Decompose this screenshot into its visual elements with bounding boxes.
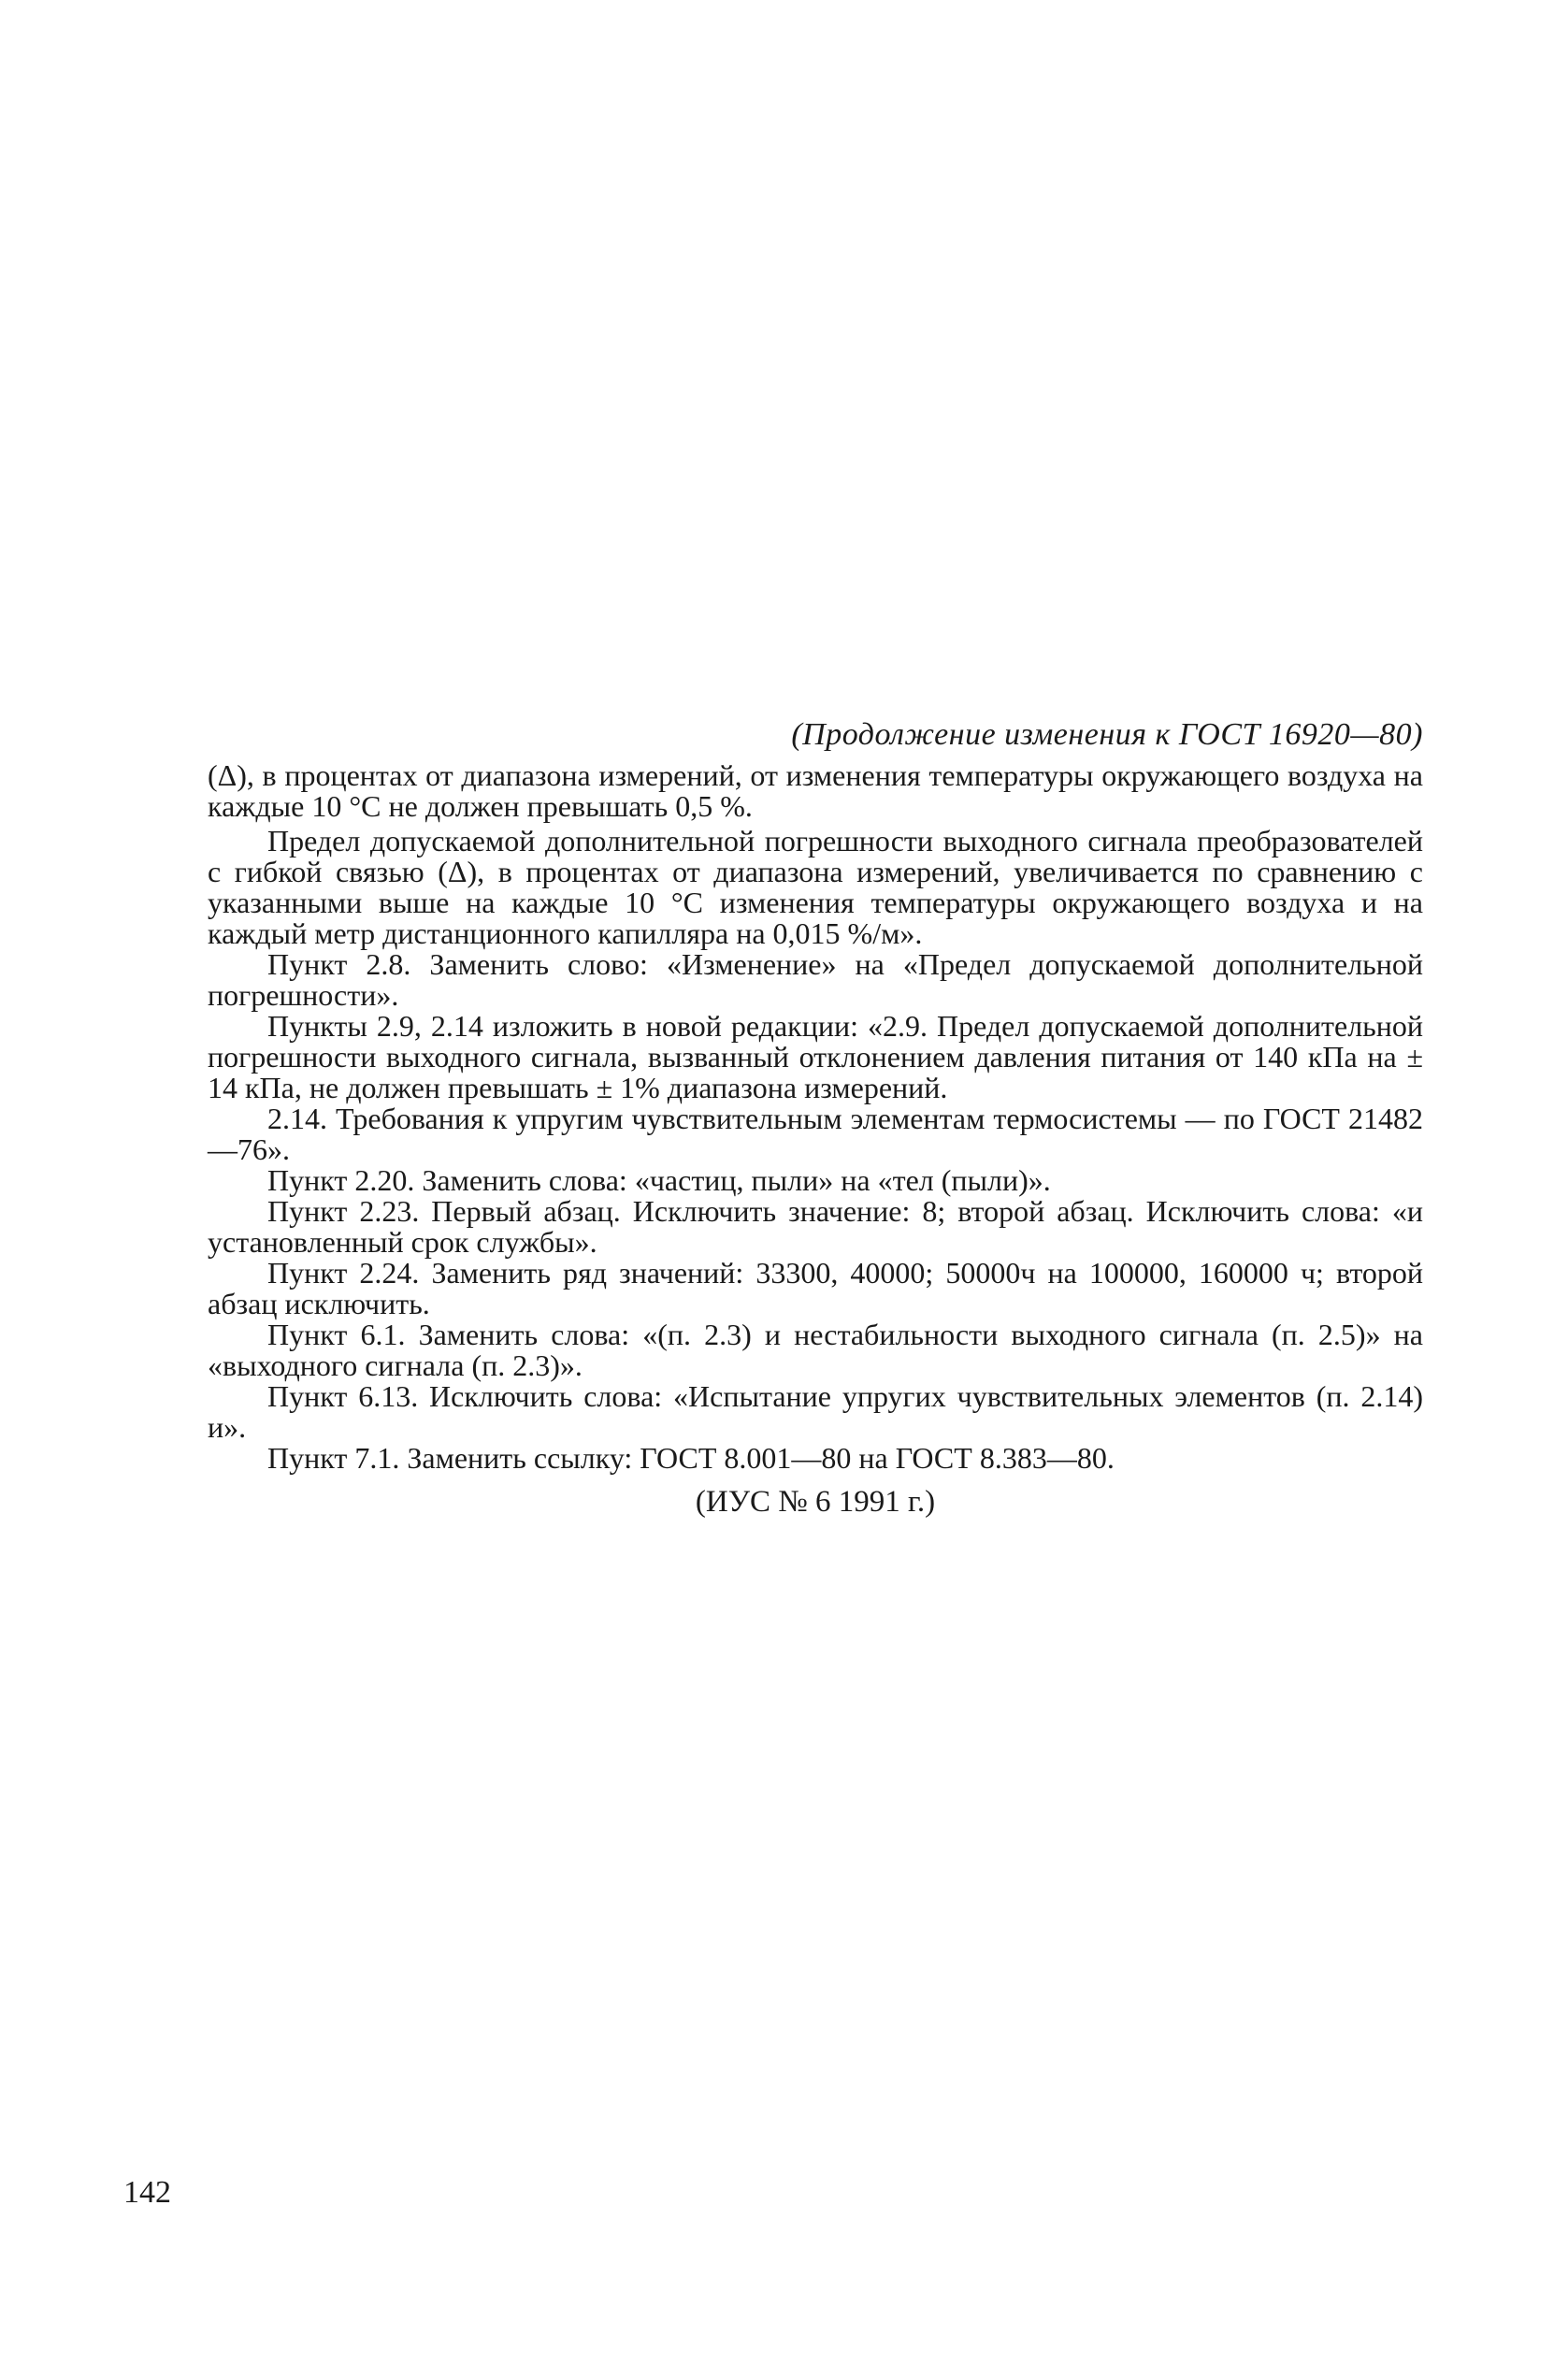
paragraph-5: 2.14. Требования к упругим чувствительным элементам термосистемы — по ГОСТ 21482—76». (208, 1102, 1423, 1166)
paragraph-3: Пункт 2.8. Заменить слово: «Изменение» на «Предел допускаемой дополнительной погрешности». (208, 947, 1423, 1012)
paragraph-8: Пункт 2.24. Заменить ряд значений: 33300, 40000; 50000ч на 100000, 160000 ч; второй абзац исключить. (208, 1256, 1423, 1320)
paragraph-9: Пункт 6.1. Заменить слова: «(п. 2.3) и нестабильности выходного сигнала (п. 2.5)» на «выходного сигнала (п. 2.3)». (208, 1318, 1423, 1382)
paragraph-11: Пункт 7.1. Заменить ссылку: ГОСТ 8.001—80 на ГОСТ 8.383—80. (267, 1441, 1115, 1475)
source-reference: (ИУС № 6 1991 г.) (695, 1485, 936, 1519)
amendment-text (208, 760, 1423, 1474)
paragraph-1: (Δ), в процентах от диапазона измерений, от изменения температуры окружающего воздуха на каждые 10 °С не должен превышать 0,5 %. (208, 758, 1423, 823)
paragraph-6: Пункт 2.20. Заменить слова: «частиц, пыли» на «тел (пыли)». (267, 1163, 1051, 1197)
paragraph-7: Пункт 2.23. Первый абзац. Исключить значение: 8; второй абзац. Исключить слова: «и установленный срок службы». (208, 1194, 1423, 1259)
paragraph-10: Пункт 6.13. Исключить слова: «Испытание упругих чувствительных элементов (п. 2.14) и». (208, 1379, 1423, 1444)
page-number: 142 (123, 2175, 171, 2210)
continuation-header: (Продолжение изменения к ГОСТ 16920—80) (791, 717, 1423, 752)
paragraph-2: Предел допускаемой дополнительной погрешности выходного сигнала преобразователей с гибкой связью (Δ), в процентах от диапазона измерений, увеличивается по сравнению с указанными выше на каждые 10 °С изменения температуры окружающего воздуха и на каждый метр дистанционного капилляра на 0,015 %/м». (208, 824, 1423, 950)
paragraph-4: Пункты 2.9, 2.14 изложить в новой редакции: «2.9. Предел допускаемой дополнительной погрешности выходного сигнала, вызванный отклонением давления питания от 140 кПа на ± 14 кПа, не должен превышать ± 1% диапазона измерений. (208, 1009, 1423, 1104)
page-content (208, 715, 1423, 1521)
